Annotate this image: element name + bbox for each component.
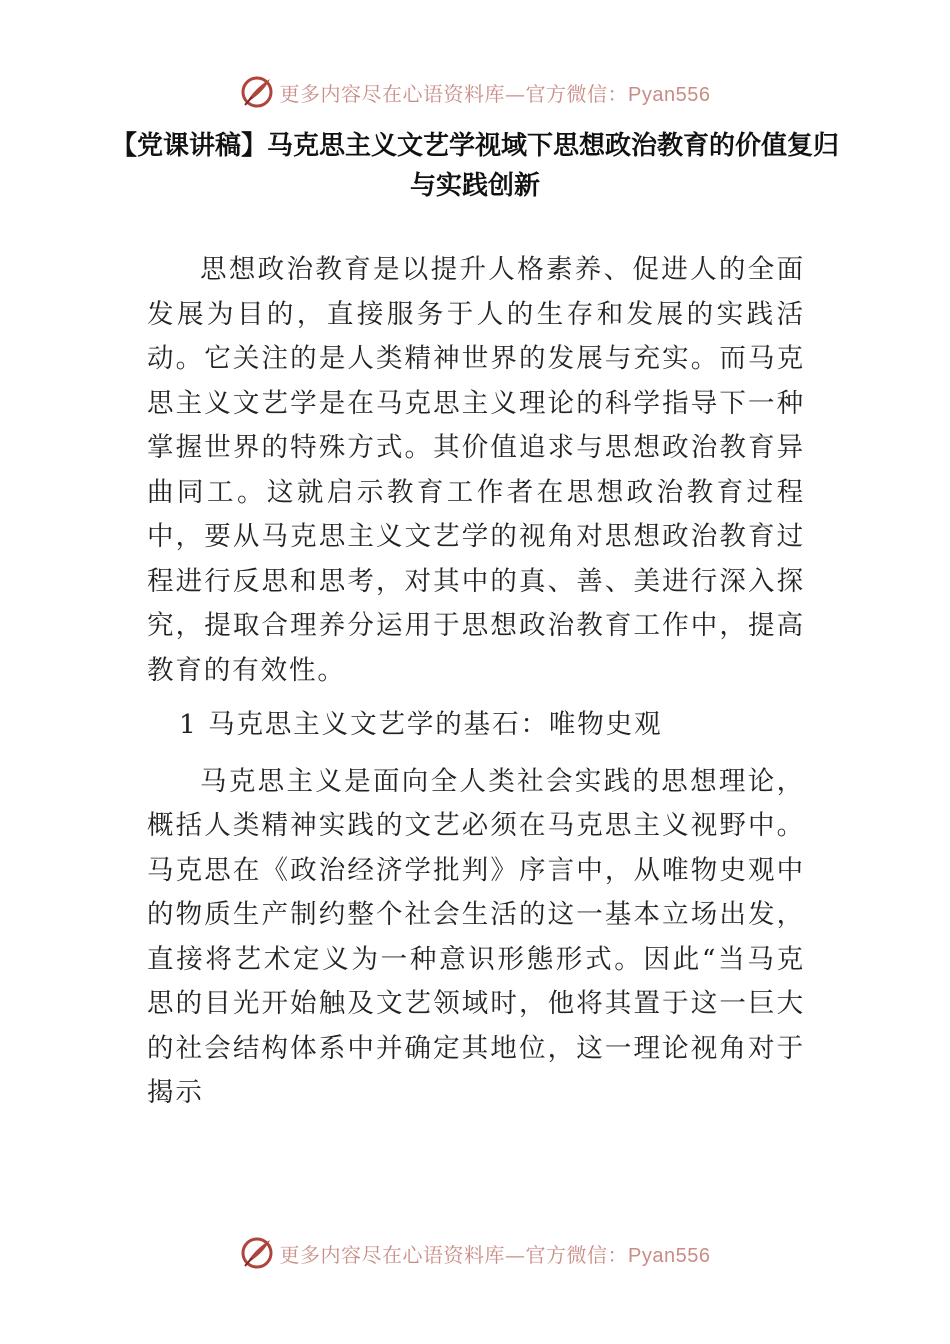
section-paragraph: 马克思主义是面向全人类社会实践的思想理论，概括人类精神实践的文艺必须在马克思主义视野中。马克思在《政治经济学批判》序言中，从唯物史观中的物质生产制约整个社会生活的这一基本立场出发，直接将艺术定义为一种意识形態形式。因此“当马克思的目光开始触及文艺领域时，他将其置于这一巨大的社会结构体系中并确定其地位，这一理论视角对于揭示 (147, 765, 805, 1108)
footer-watermark (0, 1233, 950, 1273)
intro-paragraph: 思想政治教育是以提升人格素养、促进人的全面发展为目的，直接服务于人的生存和发展的实践活动。它关注的是人类精神世界的发展与充实。而马克思主义文艺学是在马克思主义理论的科学指导下一种掌握世界的特殊方式。其价值追求与思想政治教育异曲同工。这就启示教育工作者在思想政治教育过程中，要从马克思主义文艺学的视角对思想政治教育过程进行反思和思考，对其中的真、善、美进行深入探究，提取合理养分运用于思想政治教育工作中，提高教育的有效性。 (147, 254, 805, 686)
feather-pen-logo-icon (240, 1236, 274, 1270)
document-body (147, 248, 805, 1116)
feather-pen-logo-icon (240, 75, 274, 109)
document-title: 【党课讲稿】马克思主义文艺学视域下思想政治教育的价值复归与实践创新 (110, 131, 839, 201)
watermark-text: 更多内容尽在心语资料库—官方微信：Pyan556 (279, 81, 711, 106)
section-heading: 1 马克思主义文艺学的基石：唯物史观 (179, 709, 663, 740)
header-watermark (0, 72, 950, 112)
watermark-text: 更多内容尽在心语资料库—官方微信：Pyan556 (279, 1242, 711, 1267)
